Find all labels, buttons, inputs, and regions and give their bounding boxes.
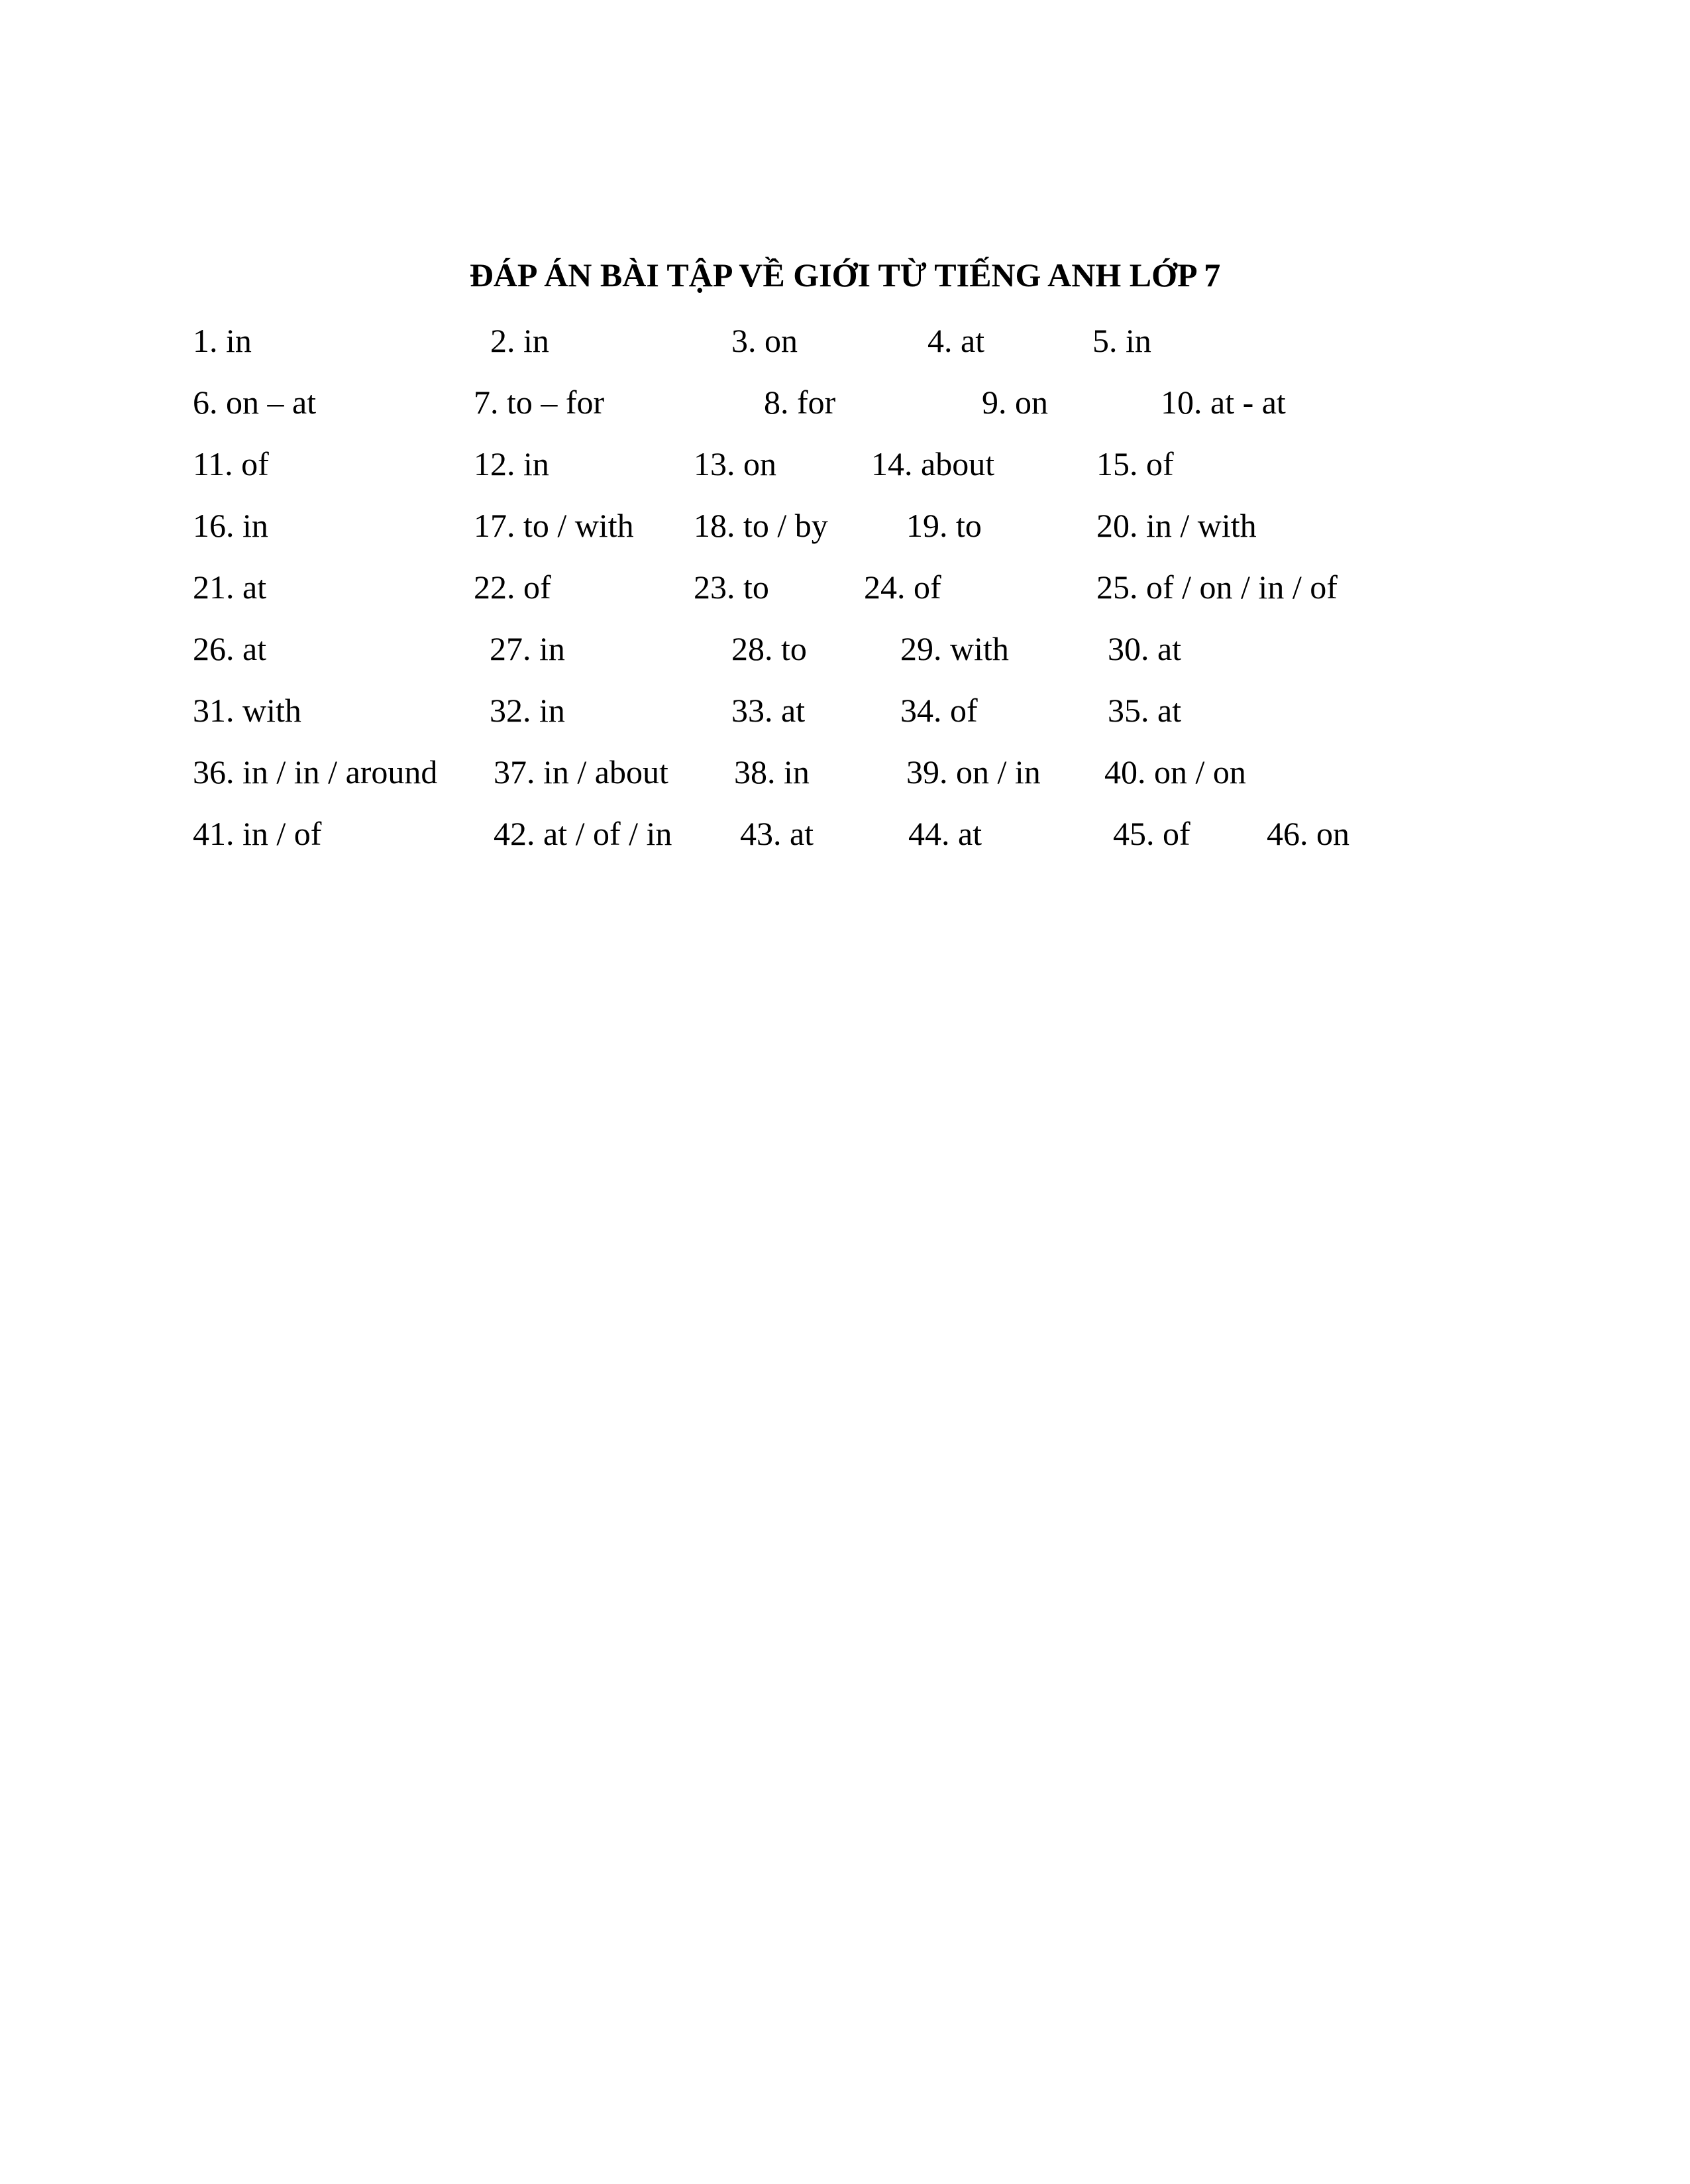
answer-row <box>0 812 1690 855</box>
answer-item: 13. on <box>694 445 776 482</box>
answer-item: 15. of <box>1096 445 1174 482</box>
answer-item: 1. in <box>193 322 252 359</box>
answer-row <box>0 504 1690 547</box>
answer-row <box>0 319 1690 362</box>
answer-item: 18. to / by <box>694 507 828 544</box>
answer-item: 23. to <box>694 569 769 606</box>
answer-item: 20. in / with <box>1096 507 1257 544</box>
answer-item: 24. of <box>864 569 941 606</box>
answer-item: 11. of <box>193 445 269 482</box>
answer-row <box>0 381 1690 423</box>
answer-item: 27. in <box>490 630 565 667</box>
answer-item: 38. in <box>734 753 810 791</box>
answer-item: 31. with <box>193 692 301 729</box>
answer-item: 43. at <box>740 815 814 852</box>
answer-item: 36. in / in / around <box>193 753 438 791</box>
answer-item: 21. at <box>193 569 267 606</box>
answer-item: 44. at <box>908 815 982 852</box>
answer-item: 19. to <box>906 507 982 544</box>
answer-item: 2. in <box>490 322 549 359</box>
answer-item: 4. at <box>927 322 985 359</box>
answer-item: 30. at <box>1108 630 1182 667</box>
answer-item: 25. of / on / in / of <box>1096 569 1338 606</box>
answer-item: 5. in <box>1092 322 1151 359</box>
answer-item: 7. to – for <box>474 384 605 421</box>
answer-item: 34. of <box>900 692 978 729</box>
answer-item: 12. in <box>474 445 549 482</box>
answer-item: 14. about <box>871 445 995 482</box>
answer-item: 46. on <box>1267 815 1349 852</box>
answer-item: 8. for <box>764 384 836 421</box>
answer-item: 41. in / of <box>193 815 322 852</box>
answer-item: 10. at - at <box>1161 384 1286 421</box>
answer-item: 9. on <box>982 384 1048 421</box>
answer-item: 17. to / with <box>474 507 634 544</box>
answer-item: 45. of <box>1113 815 1190 852</box>
answer-item: 16. in <box>193 507 268 544</box>
answer-item: 32. in <box>490 692 565 729</box>
answer-item: 22. of <box>474 569 551 606</box>
answer-item: 35. at <box>1108 692 1182 729</box>
answer-item: 39. on / in <box>906 753 1041 791</box>
answer-item: 37. in / about <box>494 753 668 791</box>
answer-item: 40. on / on <box>1104 753 1246 791</box>
answer-item: 6. on – at <box>193 384 317 421</box>
answer-item: 29. with <box>900 630 1009 667</box>
answer-row <box>0 628 1690 670</box>
answer-row <box>0 689 1690 732</box>
answer-item: 26. at <box>193 630 267 667</box>
answer-row <box>0 443 1690 485</box>
answer-item: 42. at / of / in <box>494 815 672 852</box>
answer-row <box>0 751 1690 793</box>
answer-item: 33. at <box>731 692 806 729</box>
answer-item: 28. to <box>731 630 807 667</box>
answer-key-title: ĐÁP ÁN BÀI TẬP VỀ GIỚI TỪ TIẾNG ANH LỚP 7 <box>469 256 1221 294</box>
answer-row <box>0 566 1690 608</box>
answer-item: 3. on <box>731 322 798 359</box>
